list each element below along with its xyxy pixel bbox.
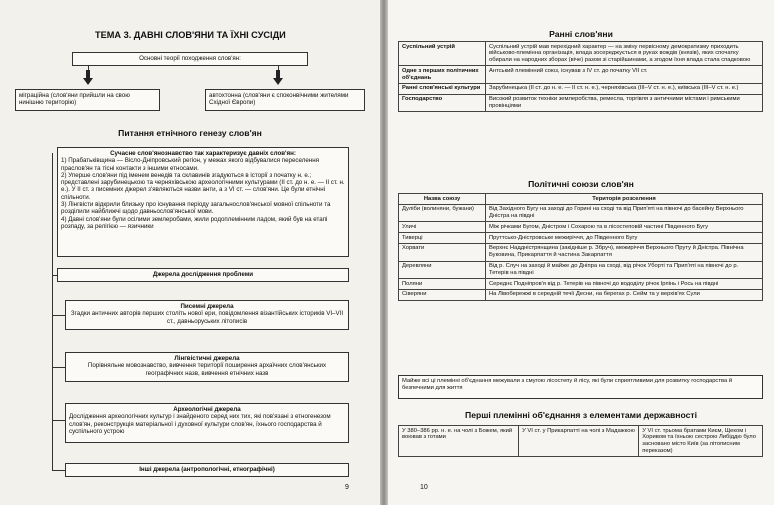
genesis-box xyxy=(57,147,349,257)
genesis-box-title: Сучасне слов'янознавство так характеризує давніх слов'ян: xyxy=(110,150,296,157)
table-row: Деревляни Від р. Случ на заході й майже до Дніпра на сході, від річок Уборті та Прип'яті на півночі до р. Тетерів на півдні xyxy=(399,261,763,279)
autochthonous-theory-box: автохтонна (слов'яни є споконвічними жителями Східної Європи) xyxy=(205,89,365,111)
other-sources-box: Інші джерела (антропологічні, етнографічні) xyxy=(65,463,349,477)
left-page xyxy=(0,0,380,505)
book-gutter xyxy=(380,0,388,505)
linguistic-sources-text: Порівняльне мовознавство, вивчення території поширення архаїчних слов'янських географічних назв, вивчення етнічних назв xyxy=(87,362,327,377)
table-row: Ранні слов'янські культури Зарубинецька (II ст. до н. е. — II ст. н. е.), черняхівська (III–V ст. н. е.), київська (III–V ст. н. е.) xyxy=(399,83,763,94)
first-unions-table xyxy=(398,425,763,457)
right-page xyxy=(388,0,774,505)
archaeological-sources-title: Археологічні джерела xyxy=(173,406,241,413)
genesis-item: 4) Давні слов'яни були осілими землеробами, жили родоплемінним ладом, який був на етапі розпаду, за релігією — язичники xyxy=(61,215,328,230)
table-row: Суспільний устрій Суспільний устрій мав перехідний характер — на зміну первісному демократизму приходить військово-племінна організація, влада зосереджується в руках вождів (князів), яких спочатку обирали на народних зборах (віче) разом зі старійшинами, а згодом їхня влада стала спадковою xyxy=(399,42,763,66)
table-row: Дуліби (волиняни, бужани) Від Західного Бугу на заході до Горині на сході та від Прип'яті на півночі до басейну Верхнього Дністра на півдні xyxy=(399,204,763,222)
archaeological-sources-text: Дослідження археологічних культур і знайденого серед них тих, які пов'язані з етногенезом слов'ян, реконструкція матеріальної і духовної культури слов'ян, їхнього господарства й суспільного устрою xyxy=(69,413,331,435)
arrow-left-icon xyxy=(86,70,90,78)
page-number: 9 xyxy=(345,484,349,491)
genesis-item: 1) Прабатьківщина — Вісло-Дніпровський регіон, у межах якого відбувалися переселення праслов'ян та тісні контакти з іншими етносами. xyxy=(61,157,319,172)
table-row: Тиверці Пруттсько-Дністровське межиріччя, до Південного Бугу xyxy=(399,233,763,244)
archaeological-sources-box xyxy=(65,403,349,443)
connector-line xyxy=(52,153,53,471)
table-row: Господарство Високий розвиток техніки землеробства, ремесла, торгівля з античними містами і римськими провінціями xyxy=(399,94,763,112)
arrow-right-icon xyxy=(276,70,280,78)
written-sources-box xyxy=(65,300,349,330)
genesis-heading: Питання етнічного генезу слов'ян xyxy=(118,128,262,138)
political-unions-table xyxy=(398,193,763,301)
note-box: Майже всі ці племінні об'єднання межували з смугою лісостепу й лісу, які були сприятливими для розвитку господарства й безпечними для життя xyxy=(398,375,763,399)
linguistic-sources-title: Лінгвістичні джерела xyxy=(174,355,240,362)
table-row: Поляни Середнє Подніпров'я від р. Тетерів на півночі до вододілу річок Ірпінь і Рось на півдні xyxy=(399,279,763,290)
page-number: 10 xyxy=(420,484,428,491)
written-sources-text: Згадки античних авторів перших століть нової ери, повідомлення візантійських істориків VI–VII ст., давньоруських літописів xyxy=(70,310,344,325)
early-slavs-heading: Ранні слов'яни xyxy=(549,29,613,39)
migration-theory-box: міграційна (слов'яни прийшли на свою нинішню територію) xyxy=(15,89,160,111)
early-slavs-table xyxy=(398,41,763,112)
page-title: ТЕМА 3. ДАВНІ СЛОВ'ЯНИ ТА ЇХНІ СУСІДИ xyxy=(95,30,286,40)
linguistic-sources-box xyxy=(65,352,349,382)
written-sources-title: Писемні джерела xyxy=(180,303,234,310)
table-header-row: Назва союзу Територія розселення xyxy=(399,194,763,205)
table-row: Уличі Між річками Бугом, Дністром і Сохарою та в лісостеповій частині Південного Бугу xyxy=(399,222,763,233)
table-row: Одне з перших політичних об'єднань Антський племінний союз, існував з IV ст. до початку VII ст. xyxy=(399,66,763,84)
theories-box: Основні теорії походження слов'ян: xyxy=(72,52,308,66)
political-unions-heading: Політичні союзи слов'ян xyxy=(528,179,634,189)
genesis-item: 2) Уперше слов'яни під іменем венедів та склавинів згадуються в історії з початку н. е.; представлені зарубинецькою та черняхівською археологічними культурами (II ст. до н. е. — II ст. н. е.). У II ст. з писемних джерел з'являються назви анти, а з VI ст. — слов'яни. Це були етнічні спільноти. xyxy=(61,171,345,201)
genesis-item: 3) Лінгвісти відкрили близьку про існування періоду загальнослов'янської мовної спільноти та розділили найближчі щодо давньослов'янської мови. xyxy=(61,201,331,216)
table-row: Хорвати Верхнє Наддністрянщина (закідніше р. Збруч), межиріччя Верхнього Пруту й Дністра. Північна Буковина, Прикарпаття й частина Закарпаття xyxy=(399,243,763,261)
table-row: Сіверяни На Лівобережжі в середній течії Десни, на берегах р. Сейм та у верхів'ях Сули xyxy=(399,289,763,300)
sources-box: Джерела дослідження проблеми xyxy=(57,268,349,282)
table-row: У 380–386 рр. н. е. на чолі з Божем, який воював з готами У VI ст. у Прикарпатті на чолі з Мадажкою У VI ст. трьома братами Києм, Щеком і Хоривом та їхньою сестрою Либіддю було засновано місто Київ (за літописним переказом) xyxy=(399,426,763,457)
first-unions-heading: Перші племінні об'єднання з елементами державності xyxy=(465,410,697,420)
